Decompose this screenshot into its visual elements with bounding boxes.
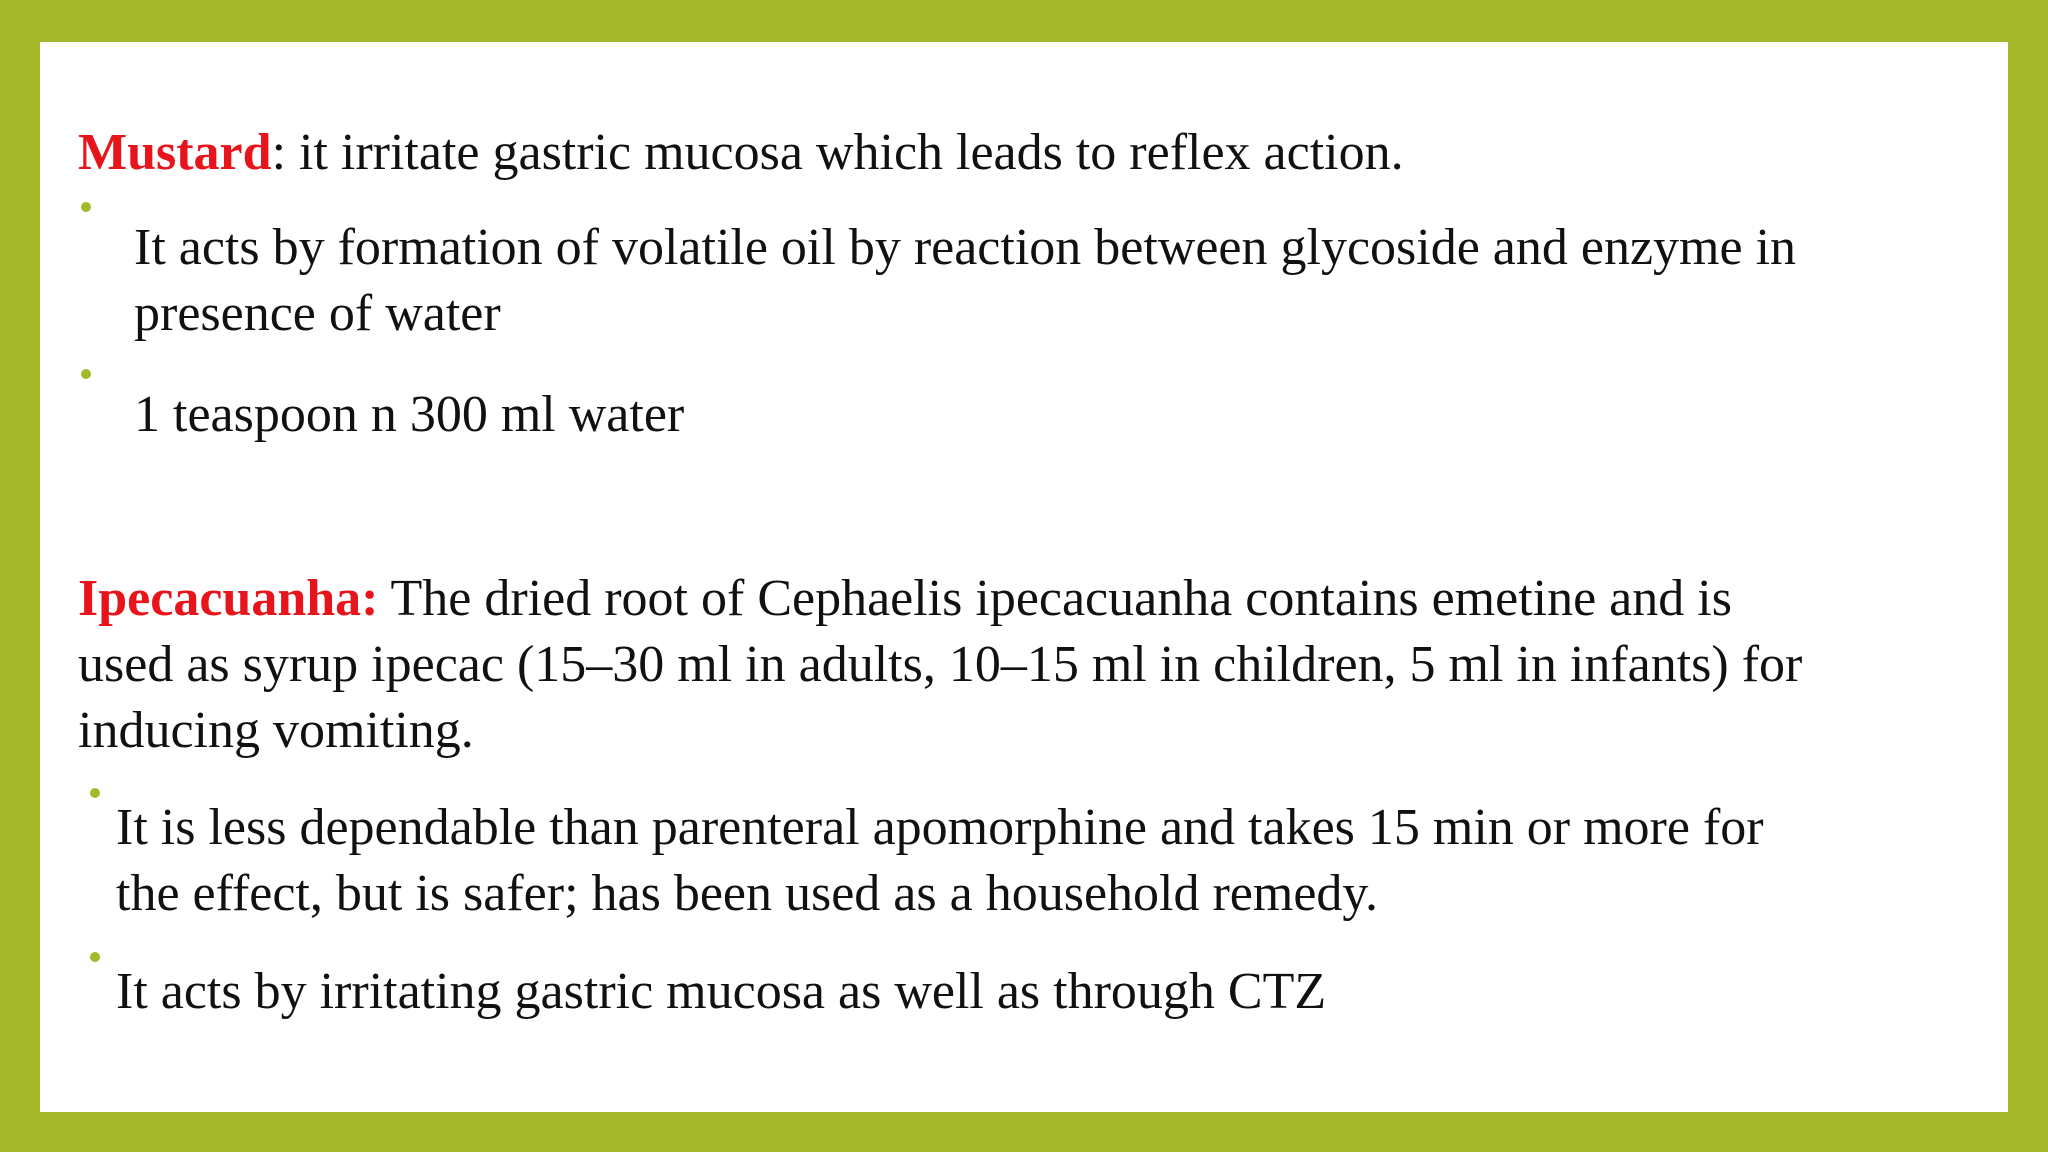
slide-content — [40, 42, 2008, 1112]
bullet-line: 1 teaspoon n 300 ml water — [134, 386, 685, 443]
bullet-icon — [81, 202, 91, 212]
mustard-bullet-2 — [134, 382, 684, 448]
ipecacuanha-bullet-1 — [116, 795, 1764, 927]
ipecacuanha-intro-line: inducing vomiting. — [78, 702, 474, 759]
ipecacuanha-bullet-2 — [116, 959, 1326, 1025]
bullet-icon — [90, 952, 100, 962]
mustard-heading — [78, 120, 1404, 186]
bullet-icon — [90, 788, 100, 798]
bullet-line: It is less dependable than parenteral apomorphine and takes 15 min or more for — [116, 799, 1764, 856]
ipecacuanha-intro-line: The dried root of Cephaelis ipecacuanha contains emetine and is — [378, 570, 1732, 627]
ipecacuanha-term: Ipecacuanha: — [78, 570, 379, 627]
bullet-line: It acts by irritating gastric mucosa as well as through CTZ — [116, 963, 1327, 1020]
bullet-line: the effect, but is safer; has been used as a household remedy. — [116, 865, 1379, 922]
ipecacuanha-heading — [78, 566, 1802, 764]
mustard-term: Mustard — [78, 124, 272, 181]
mustard-bullet-1 — [134, 215, 1796, 347]
mustard-intro: : it irritate gastric mucosa which leads to reflex action. — [271, 124, 1404, 181]
bullet-line: It acts by formation of volatile oil by reaction between glycoside and enzyme in — [134, 219, 1797, 276]
bullet-icon — [81, 369, 91, 379]
ipecacuanha-intro-line: used as syrup ipecac (15–30 ml in adults, 10–15 ml in children, 5 ml in infants) for — [78, 636, 1803, 693]
bullet-line: presence of water — [134, 285, 501, 342]
